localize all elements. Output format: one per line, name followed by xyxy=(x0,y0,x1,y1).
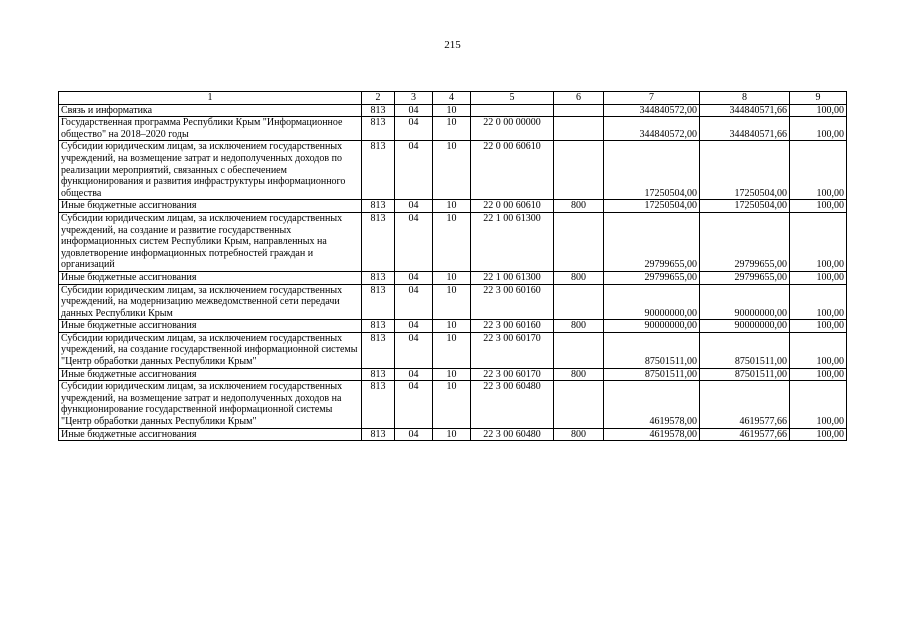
cell-executed: 344840571,66 xyxy=(700,117,790,141)
cell-planned: 4619578,00 xyxy=(604,428,700,441)
cell-percent: 100,00 xyxy=(790,104,847,117)
cell-ministry: 813 xyxy=(362,332,395,368)
table-row xyxy=(59,212,847,271)
table-row xyxy=(59,117,847,141)
cell-section: 04 xyxy=(395,381,433,428)
cell-expense-type: 800 xyxy=(554,428,604,441)
cell-subsection: 10 xyxy=(433,141,471,200)
cell-planned: 17250504,00 xyxy=(604,200,700,213)
header-cell: 8 xyxy=(700,92,790,105)
cell-percent: 100,00 xyxy=(790,428,847,441)
row-name: Иные бюджетные ассигнования xyxy=(59,271,362,284)
cell-expense-type xyxy=(554,381,604,428)
table-row xyxy=(59,284,847,320)
cell-planned: 4619578,00 xyxy=(604,381,700,428)
cell-planned: 90000000,00 xyxy=(604,284,700,320)
cell-expense-type xyxy=(554,332,604,368)
cell-target-article: 22 3 00 60170 xyxy=(471,368,554,381)
row-name: Государственная программа Республики Крым "Информационное общество" на 2018–2020 годы xyxy=(59,117,362,141)
cell-section: 04 xyxy=(395,200,433,213)
table-row xyxy=(59,271,847,284)
cell-executed: 87501511,00 xyxy=(700,332,790,368)
cell-planned: 344840572,00 xyxy=(604,104,700,117)
cell-ministry: 813 xyxy=(362,104,395,117)
cell-ministry: 813 xyxy=(362,141,395,200)
cell-expense-type xyxy=(554,212,604,271)
header-cell: 1 xyxy=(59,92,362,105)
cell-planned: 87501511,00 xyxy=(604,332,700,368)
cell-section: 04 xyxy=(395,284,433,320)
cell-executed: 4619577,66 xyxy=(700,428,790,441)
cell-target-article: 22 3 00 60480 xyxy=(471,381,554,428)
cell-target-article: 22 0 00 60610 xyxy=(471,141,554,200)
cell-expense-type xyxy=(554,104,604,117)
cell-target-article: 22 3 00 60480 xyxy=(471,428,554,441)
cell-target-article: 22 1 00 61300 xyxy=(471,271,554,284)
cell-expense-type xyxy=(554,117,604,141)
header-cell: 2 xyxy=(362,92,395,105)
table-row xyxy=(59,141,847,200)
cell-ministry: 813 xyxy=(362,381,395,428)
table-row xyxy=(59,368,847,381)
cell-executed: 4619577,66 xyxy=(700,381,790,428)
row-name: Субсидии юридическим лицам, за исключением государственных учреждений, на создание государственной информационной системы "Центр обработки данных Республики Крым" xyxy=(59,332,362,368)
cell-section: 04 xyxy=(395,212,433,271)
cell-percent: 100,00 xyxy=(790,381,847,428)
cell-planned: 29799655,00 xyxy=(604,212,700,271)
cell-ministry: 813 xyxy=(362,271,395,284)
cell-target-article: 22 3 00 60160 xyxy=(471,320,554,333)
cell-planned: 87501511,00 xyxy=(604,368,700,381)
page-number: 215 xyxy=(444,39,461,51)
header-cell: 7 xyxy=(604,92,700,105)
table-row xyxy=(59,332,847,368)
cell-subsection: 10 xyxy=(433,381,471,428)
cell-section: 04 xyxy=(395,141,433,200)
cell-executed: 29799655,00 xyxy=(700,271,790,284)
cell-subsection: 10 xyxy=(433,284,471,320)
cell-executed: 29799655,00 xyxy=(700,212,790,271)
cell-subsection: 10 xyxy=(433,104,471,117)
header-row xyxy=(59,92,847,105)
cell-executed: 17250504,00 xyxy=(700,141,790,200)
header-cell: 4 xyxy=(433,92,471,105)
cell-percent: 100,00 xyxy=(790,368,847,381)
cell-planned: 344840572,00 xyxy=(604,117,700,141)
cell-executed: 87501511,00 xyxy=(700,368,790,381)
cell-ministry: 813 xyxy=(362,200,395,213)
cell-planned: 17250504,00 xyxy=(604,141,700,200)
row-name: Субсидии юридическим лицам, за исключением государственных учреждений, на возмещение затрат и недополученных доходов по реализации мероприятий, связанных с обеспечением функционирования и развития инфраструктуры информационного общества xyxy=(59,141,362,200)
cell-section: 04 xyxy=(395,117,433,141)
cell-expense-type: 800 xyxy=(554,320,604,333)
row-name: Иные бюджетные ассигнования xyxy=(59,428,362,441)
header-cell: 3 xyxy=(395,92,433,105)
cell-planned: 90000000,00 xyxy=(604,320,700,333)
cell-percent: 100,00 xyxy=(790,212,847,271)
table-row xyxy=(59,381,847,428)
cell-planned: 29799655,00 xyxy=(604,271,700,284)
cell-expense-type xyxy=(554,284,604,320)
row-name: Иные бюджетные ассигнования xyxy=(59,200,362,213)
cell-expense-type xyxy=(554,141,604,200)
cell-subsection: 10 xyxy=(433,368,471,381)
cell-section: 04 xyxy=(395,320,433,333)
cell-ministry: 813 xyxy=(362,368,395,381)
cell-subsection: 10 xyxy=(433,332,471,368)
cell-target-article: 22 1 00 61300 xyxy=(471,212,554,271)
cell-ministry: 813 xyxy=(362,284,395,320)
cell-ministry: 813 xyxy=(362,320,395,333)
cell-executed: 344840571,66 xyxy=(700,104,790,117)
cell-executed: 90000000,00 xyxy=(700,284,790,320)
cell-percent: 100,00 xyxy=(790,271,847,284)
cell-expense-type: 800 xyxy=(554,200,604,213)
cell-target-article xyxy=(471,104,554,117)
table-row xyxy=(59,428,847,441)
cell-ministry: 813 xyxy=(362,212,395,271)
cell-percent: 100,00 xyxy=(790,200,847,213)
cell-section: 04 xyxy=(395,271,433,284)
cell-subsection: 10 xyxy=(433,271,471,284)
cell-subsection: 10 xyxy=(433,212,471,271)
cell-expense-type: 800 xyxy=(554,271,604,284)
cell-section: 04 xyxy=(395,332,433,368)
cell-target-article: 22 0 00 00000 xyxy=(471,117,554,141)
cell-subsection: 10 xyxy=(433,320,471,333)
cell-ministry: 813 xyxy=(362,428,395,441)
table-row xyxy=(59,104,847,117)
cell-target-article: 22 3 00 60170 xyxy=(471,332,554,368)
row-name: Иные бюджетные ассигнования xyxy=(59,368,362,381)
header-cell: 5 xyxy=(471,92,554,105)
cell-percent: 100,00 xyxy=(790,117,847,141)
header-cell: 9 xyxy=(790,92,847,105)
cell-section: 04 xyxy=(395,104,433,117)
row-name: Иные бюджетные ассигнования xyxy=(59,320,362,333)
cell-subsection: 10 xyxy=(433,200,471,213)
budget-table xyxy=(58,91,847,441)
cell-percent: 100,00 xyxy=(790,141,847,200)
cell-target-article: 22 3 00 60160 xyxy=(471,284,554,320)
table-row xyxy=(59,320,847,333)
cell-section: 04 xyxy=(395,368,433,381)
cell-executed: 17250504,00 xyxy=(700,200,790,213)
row-name: Субсидии юридическим лицам, за исключением государственных учреждений, на возмещение затрат и недополученных доходов на функционирование государственной информационной системы "Центр обработки данных Республики Крым" xyxy=(59,381,362,428)
header-cell: 6 xyxy=(554,92,604,105)
cell-percent: 100,00 xyxy=(790,320,847,333)
row-name: Связь и информатика xyxy=(59,104,362,117)
cell-target-article: 22 0 00 60610 xyxy=(471,200,554,213)
table-row xyxy=(59,200,847,213)
cell-executed: 90000000,00 xyxy=(700,320,790,333)
cell-percent: 100,00 xyxy=(790,332,847,368)
cell-ministry: 813 xyxy=(362,117,395,141)
cell-section: 04 xyxy=(395,428,433,441)
cell-subsection: 10 xyxy=(433,428,471,441)
cell-percent: 100,00 xyxy=(790,284,847,320)
row-name: Субсидии юридическим лицам, за исключением государственных учреждений, на модернизацию межведомственной сети передачи данных Республики Крым xyxy=(59,284,362,320)
cell-subsection: 10 xyxy=(433,117,471,141)
row-name: Субсидии юридическим лицам, за исключением государственных учреждений, на создание и развитие государственных информационных систем Республики Крым, направленных на удовлетворение информационных потребностей граждан и организаций xyxy=(59,212,362,271)
cell-expense-type: 800 xyxy=(554,368,604,381)
